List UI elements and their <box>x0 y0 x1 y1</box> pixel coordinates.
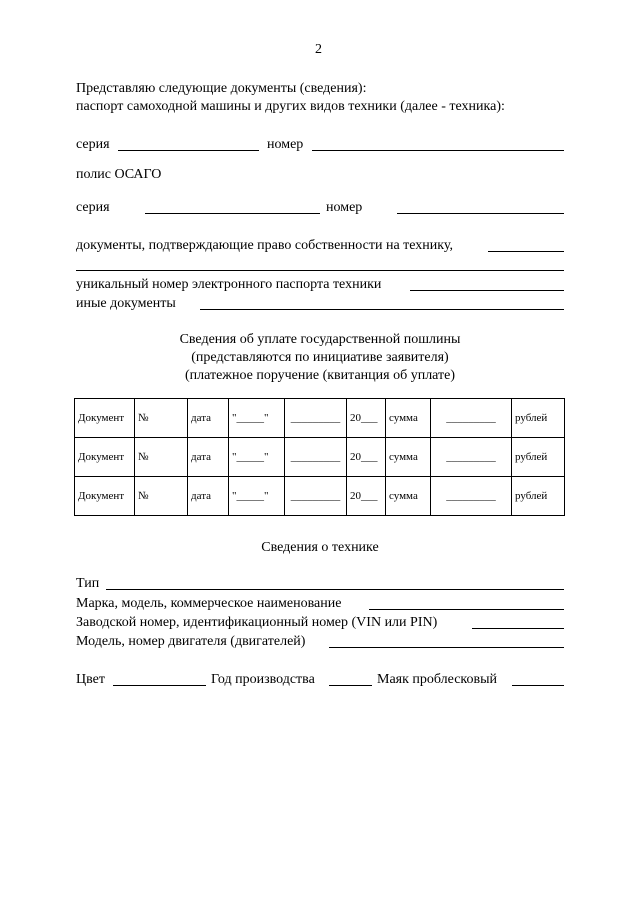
payment-table <box>74 398 565 516</box>
currency-cell: рублей <box>512 399 565 438</box>
osago-series-label: серия <box>76 200 110 215</box>
ownership-docs-field[interactable] <box>488 251 564 252</box>
passport-number-field[interactable] <box>312 150 564 151</box>
osago-title: полис ОСАГО <box>76 167 162 182</box>
ownership-docs-field-2[interactable] <box>76 270 564 271</box>
day-cell[interactable]: "_____" <box>229 438 285 477</box>
payment-heading-1: Сведения об уплате государственной пошлины <box>179 332 461 347</box>
intro-line-1: Представляю следующие документы (сведения): <box>76 81 367 96</box>
year-cell[interactable]: 20___ <box>347 438 386 477</box>
brand-field[interactable] <box>369 609 564 610</box>
payment-heading-2: (представляются по инициативе заявителя) <box>191 350 449 365</box>
number-cell[interactable]: № <box>135 477 188 516</box>
osago-series-field[interactable] <box>145 213 320 214</box>
number-cell[interactable]: № <box>135 438 188 477</box>
ownership-docs-label: документы, подтверждающие право собственности на технику, <box>76 238 453 253</box>
beacon-field[interactable] <box>512 685 564 686</box>
sum-label-cell: сумма <box>386 438 431 477</box>
day-cell[interactable]: "_____" <box>229 477 285 516</box>
type-field[interactable] <box>106 589 564 590</box>
year-cell[interactable]: 20___ <box>347 477 386 516</box>
sum-label-cell: сумма <box>386 477 431 516</box>
passport-number-label: номер <box>267 137 304 152</box>
currency-cell: рублей <box>512 477 565 516</box>
osago-number-field[interactable] <box>397 213 564 214</box>
date-cell: дата <box>188 477 229 516</box>
color-field[interactable] <box>113 685 206 686</box>
payment-heading-3: (платежное поручение (квитанция об уплате) <box>184 368 456 383</box>
page-number: 2 <box>315 42 322 57</box>
table-row <box>75 438 565 477</box>
engine-label: Модель, номер двигателя (двигателей) <box>76 634 306 649</box>
year-field[interactable] <box>329 685 372 686</box>
doc-cell: Документ <box>75 438 135 477</box>
color-label: Цвет <box>76 672 105 687</box>
doc-cell: Документ <box>75 477 135 516</box>
amount-cell[interactable]: _________ <box>431 438 512 477</box>
day-cell[interactable]: "_____" <box>229 399 285 438</box>
brand-label: Марка, модель, коммерческое наименование <box>76 596 342 611</box>
beacon-label: Маяк проблесковый <box>377 672 498 687</box>
year-cell[interactable]: 20___ <box>347 399 386 438</box>
month-cell[interactable]: _________ <box>285 399 347 438</box>
vehicle-heading: Сведения о технике <box>261 540 379 555</box>
amount-cell[interactable]: _________ <box>431 477 512 516</box>
month-cell[interactable]: _________ <box>285 438 347 477</box>
table-row <box>75 477 565 516</box>
other-docs-label: иные документы <box>76 296 176 311</box>
table-row <box>75 399 565 438</box>
type-label: Тип <box>76 576 100 591</box>
other-docs-field[interactable] <box>200 309 564 310</box>
currency-cell: рублей <box>512 438 565 477</box>
intro-line-2: паспорт самоходной машины и других видов техники (далее - техника): <box>76 99 505 114</box>
year-label: Год производства <box>211 672 315 687</box>
serial-field[interactable] <box>472 628 564 629</box>
passport-series-field[interactable] <box>118 150 259 151</box>
osago-number-label: номер <box>326 200 363 215</box>
epassport-label: уникальный номер электронного паспорта техники <box>76 277 382 292</box>
serial-label: Заводской номер, идентификационный номер (VIN или PIN) <box>76 615 438 630</box>
sum-label-cell: сумма <box>386 399 431 438</box>
amount-cell[interactable]: _________ <box>431 399 512 438</box>
engine-field[interactable] <box>329 647 564 648</box>
date-cell: дата <box>188 399 229 438</box>
month-cell[interactable]: _________ <box>285 477 347 516</box>
number-cell[interactable]: № <box>135 399 188 438</box>
doc-cell: Документ <box>75 399 135 438</box>
epassport-field[interactable] <box>410 290 564 291</box>
passport-series-label: серия <box>76 137 110 152</box>
date-cell: дата <box>188 438 229 477</box>
